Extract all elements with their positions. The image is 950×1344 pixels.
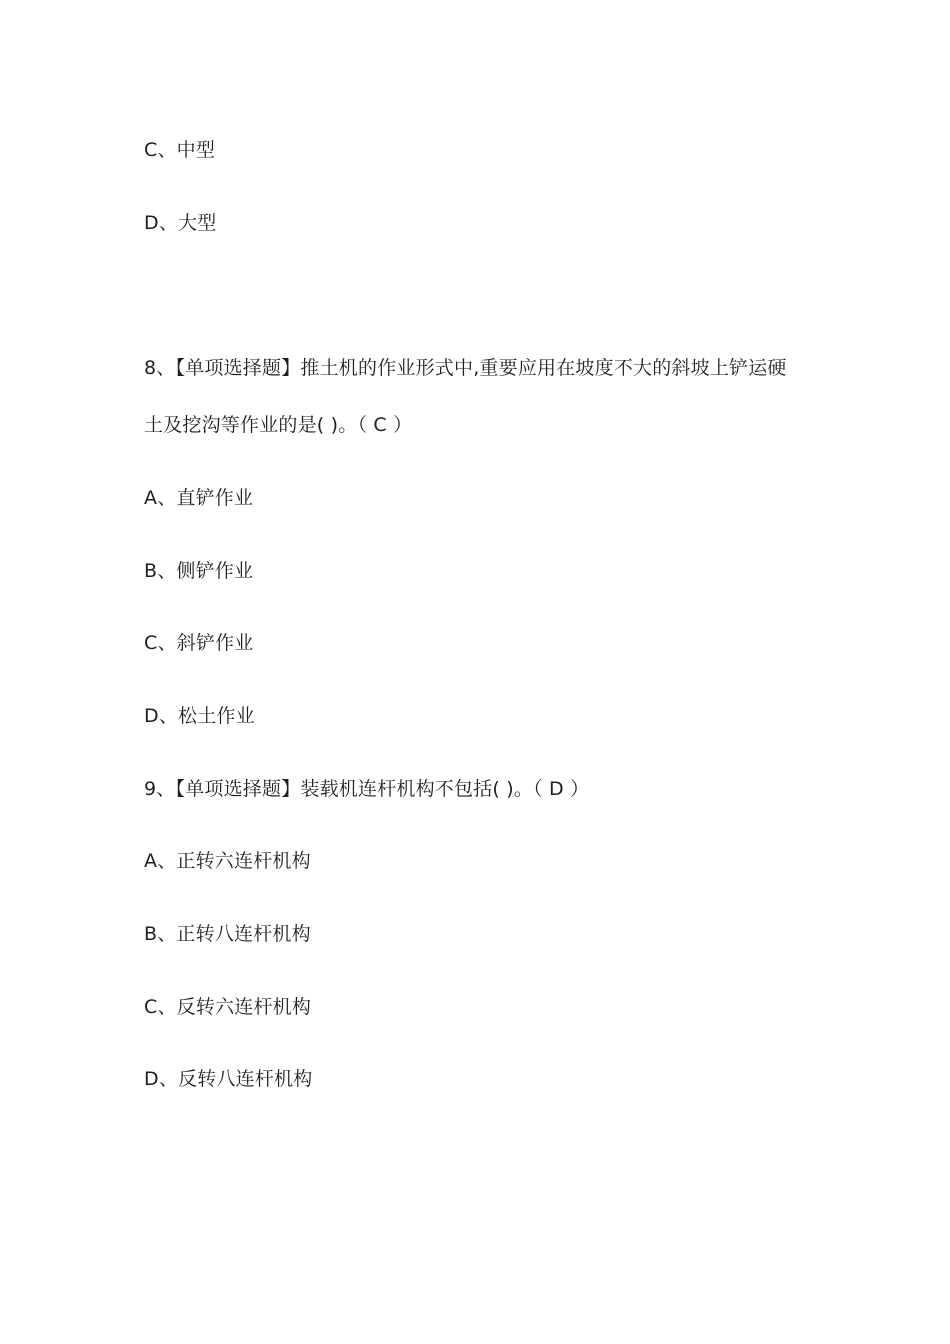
question-8-option-d: D、松土作业: [144, 705, 255, 727]
option-c-medium: C、中型: [144, 139, 216, 161]
question-8-option-b: B、侧铲作业: [144, 560, 254, 582]
question-8-option-a: A、直铲作业: [144, 487, 254, 509]
question-8-stem-line-1: 8、【单项选择题】推土机的作业形式中,重要应用在坡度不大的斜坡上铲运硬: [144, 357, 787, 379]
question-9-option-b: B、正转八连杆机构: [144, 923, 311, 945]
question-9-option-a: A、正转六连杆机构: [144, 850, 311, 872]
question-9-option-d: D、反转八连杆机构: [144, 1068, 313, 1090]
question-9-option-c: C、反转六连杆机构: [144, 996, 312, 1018]
option-d-large: D、大型: [144, 212, 217, 234]
question-8-stem-line-2: 土及挖沟等作业的是( )。（ C ）: [144, 414, 413, 436]
question-8-option-c: C、斜铲作业: [144, 632, 254, 654]
question-9-stem-line-1: 9、【单项选择题】装载机连杆机构不包括( )。（ D ）: [144, 778, 590, 800]
